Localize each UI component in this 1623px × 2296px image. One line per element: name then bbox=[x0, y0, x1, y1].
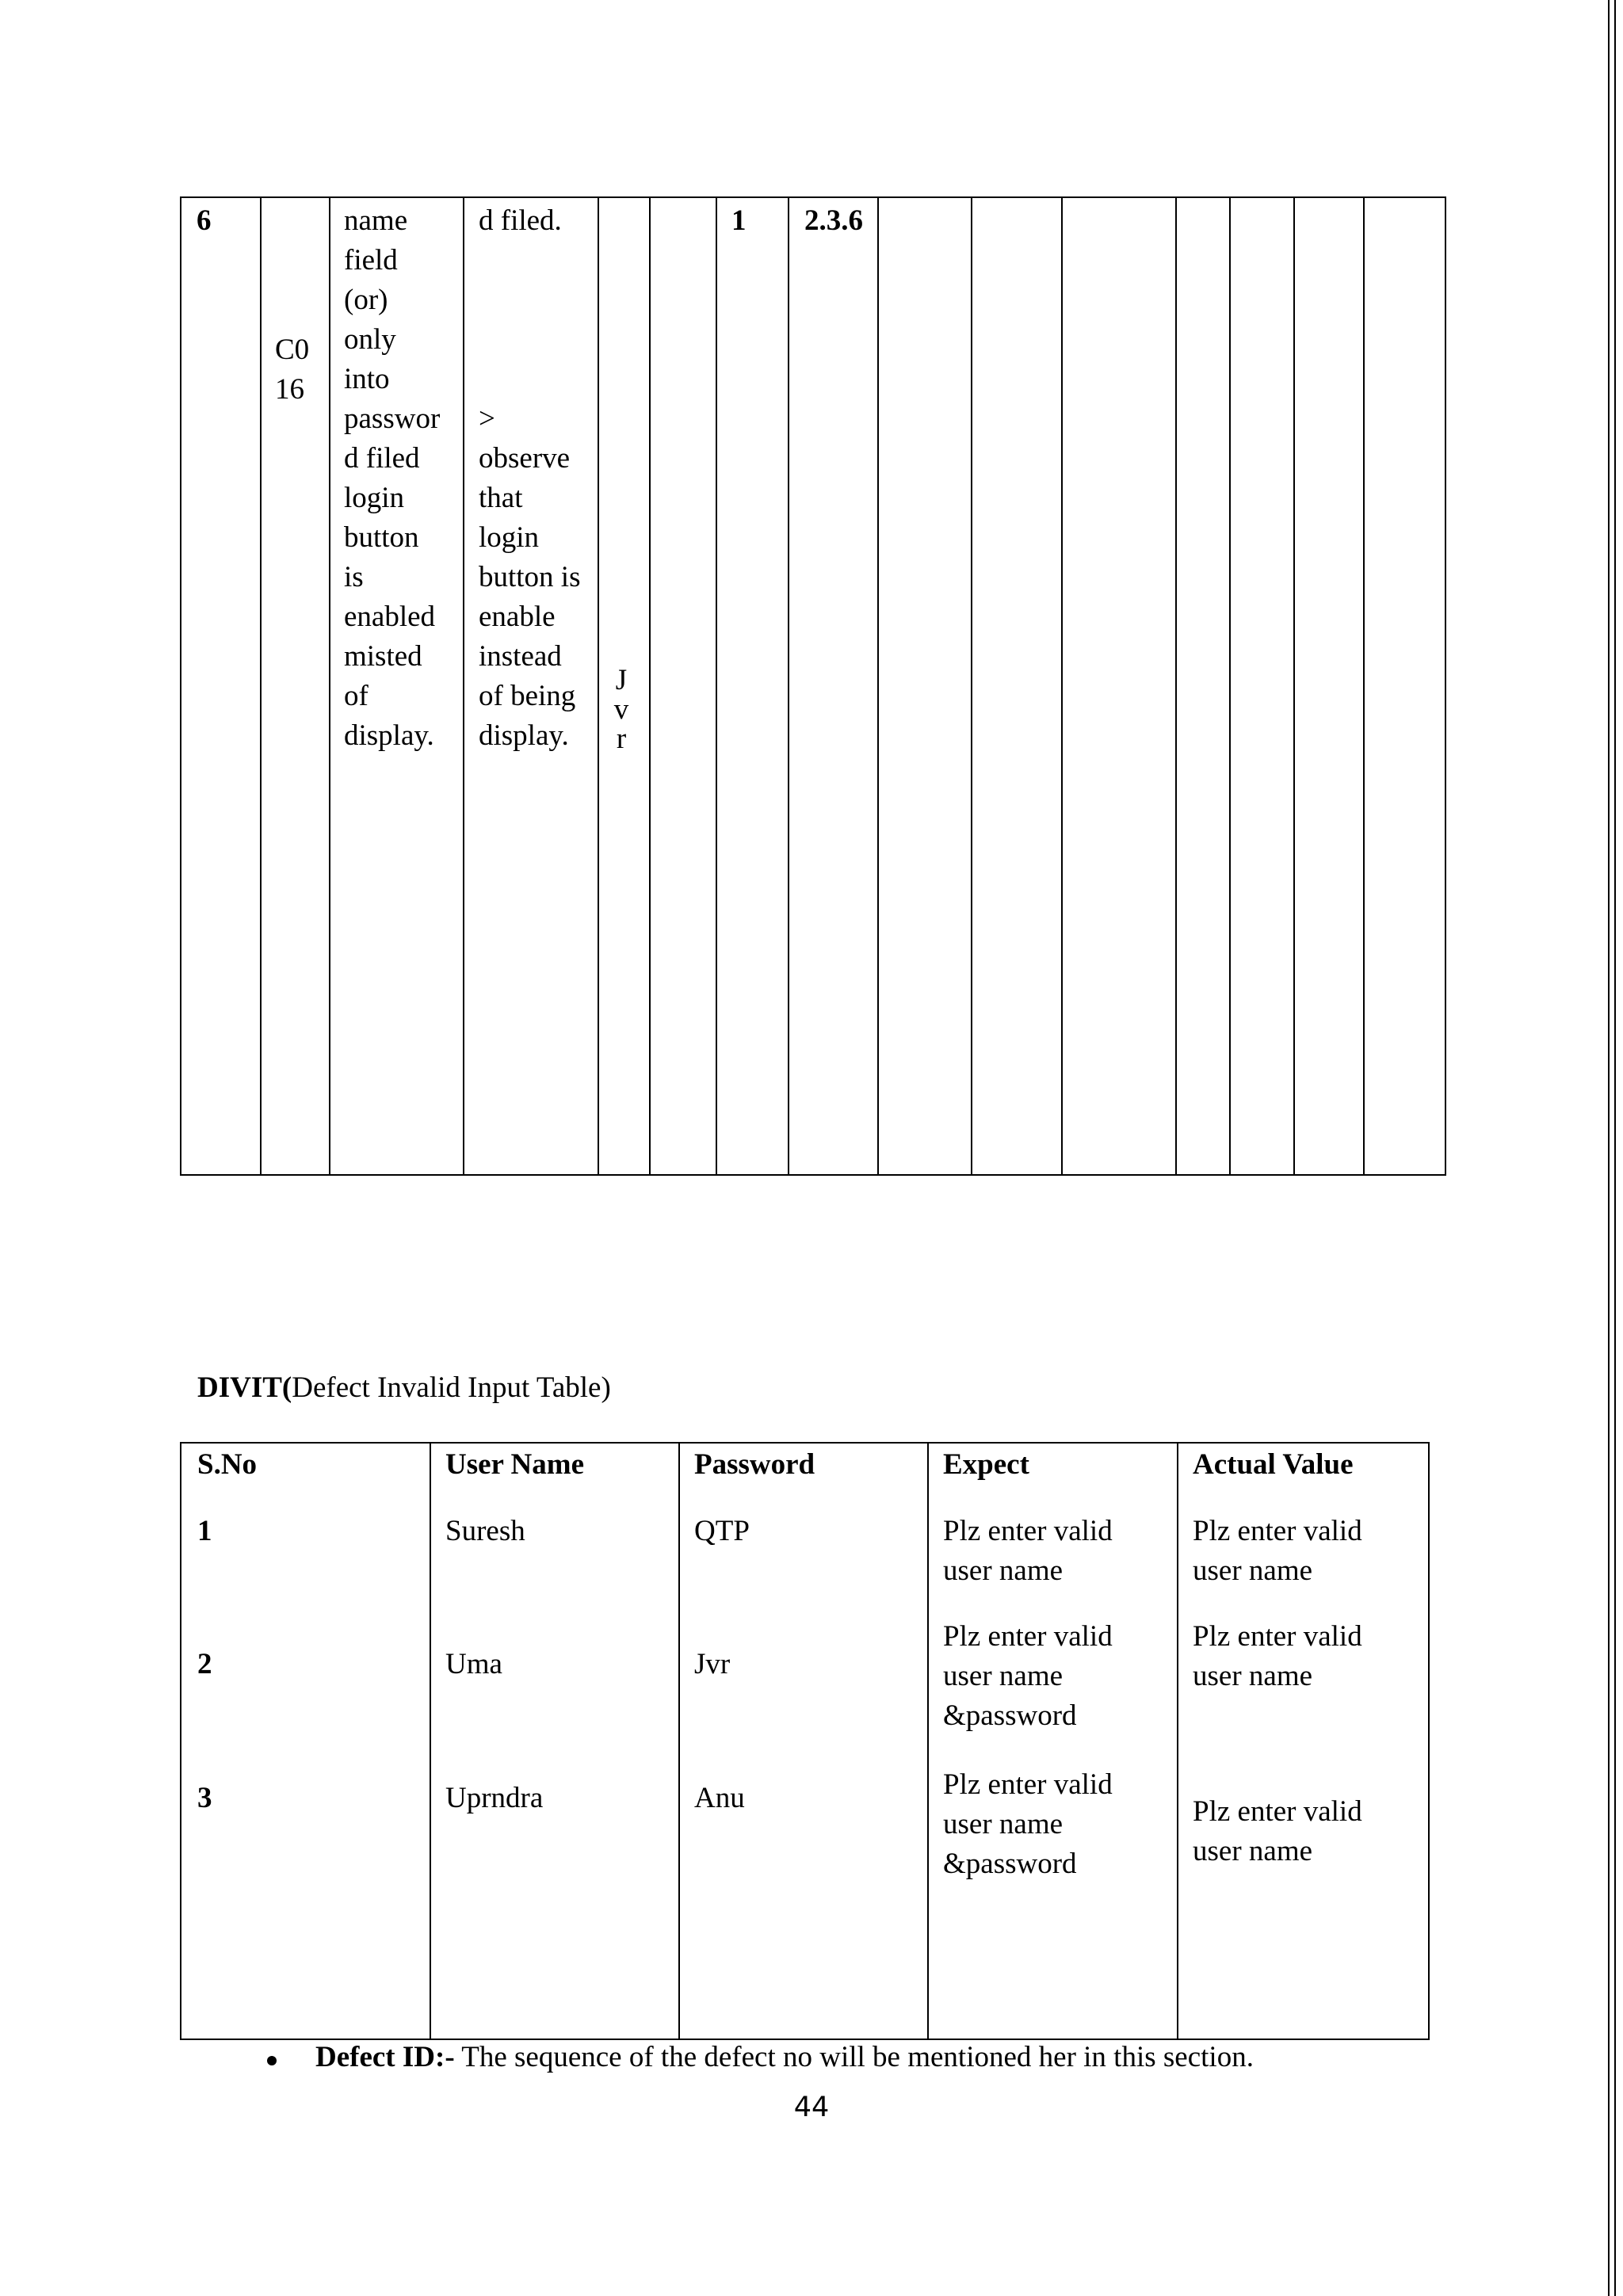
cell bbox=[181, 197, 261, 1175]
vertical-text: J v r bbox=[613, 664, 629, 755]
header-password: Password bbox=[694, 1448, 815, 1481]
cell bbox=[716, 197, 789, 1175]
cell bbox=[1294, 197, 1364, 1175]
row3-expect: Plz enter valid user name &password bbox=[943, 1768, 1113, 1880]
row3-username: Uprndra bbox=[445, 1782, 544, 1814]
cell bbox=[598, 197, 650, 1175]
steps-part-2: > observe that login button is enable instead of being display. bbox=[479, 402, 581, 752]
column-sno bbox=[181, 1443, 430, 2039]
bullet-label: Defect ID:- bbox=[315, 2041, 455, 2073]
column-expect bbox=[928, 1443, 1178, 2039]
row1-username: Suresh bbox=[445, 1515, 525, 1547]
steps-part-1: d filed. bbox=[479, 204, 562, 237]
page-edge-rule bbox=[1614, 0, 1616, 2296]
reference-value: 2.3.6 bbox=[804, 204, 863, 237]
cell bbox=[789, 197, 878, 1175]
row3-actual-value: Plz enter valid user name bbox=[1193, 1795, 1362, 1867]
row2-expect: Plz enter valid user name &password bbox=[943, 1620, 1113, 1732]
header-username: User Name bbox=[445, 1448, 585, 1481]
column-actual-value bbox=[1178, 1443, 1429, 2039]
bullet-dot-icon bbox=[267, 2056, 277, 2065]
row2-actual-value: Plz enter valid user name bbox=[1193, 1620, 1362, 1692]
table-row bbox=[181, 197, 1445, 1175]
column-username bbox=[430, 1443, 679, 2039]
header-sno: S.No bbox=[197, 1448, 258, 1481]
row2-username: Uma bbox=[445, 1648, 502, 1680]
row3-password: Anu bbox=[694, 1782, 745, 1814]
cell bbox=[1230, 197, 1294, 1175]
cell bbox=[261, 197, 330, 1175]
row1-password: QTP bbox=[694, 1515, 750, 1547]
row1-sno: 1 bbox=[197, 1515, 212, 1547]
row1-expect: Plz enter valid user name bbox=[943, 1515, 1113, 1587]
severity-value: 1 bbox=[731, 204, 747, 237]
row3-sno: 3 bbox=[197, 1782, 212, 1814]
cell bbox=[878, 197, 972, 1175]
cell bbox=[464, 197, 598, 1175]
column-password bbox=[679, 1443, 928, 2039]
page-edge-rule bbox=[1608, 0, 1610, 2296]
defect-description: name field (or) only into passwor d filed login button is enabled misted of display. bbox=[344, 204, 441, 752]
cell bbox=[972, 197, 1062, 1175]
defect-sno: 6 bbox=[197, 204, 212, 237]
row2-sno: 2 bbox=[197, 1648, 212, 1680]
cell bbox=[330, 197, 464, 1175]
page-number: 44 bbox=[793, 2092, 830, 2123]
cell bbox=[1176, 197, 1230, 1175]
header-actual-value: Actual Value bbox=[1193, 1448, 1354, 1481]
defect-id: C0 16 bbox=[275, 334, 310, 406]
divit-table bbox=[180, 1442, 1430, 2040]
header-expect: Expect bbox=[943, 1448, 1029, 1481]
cell bbox=[650, 197, 716, 1175]
cell bbox=[1062, 197, 1176, 1175]
table-body bbox=[181, 1443, 1429, 2039]
cell bbox=[1364, 197, 1445, 1175]
divit-caption bbox=[197, 1371, 611, 1405]
row2-password: Jvr bbox=[694, 1648, 731, 1680]
bullet-text: The sequence of the defect no will be mentioned her in this section. bbox=[454, 2041, 1254, 2073]
caption-bold: DIVIT( bbox=[197, 1371, 292, 1404]
row1-actual-value: Plz enter valid user name bbox=[1193, 1515, 1362, 1587]
defect-report-table bbox=[180, 196, 1446, 1176]
caption-rest: Defect Invalid Input Table) bbox=[292, 1371, 611, 1404]
